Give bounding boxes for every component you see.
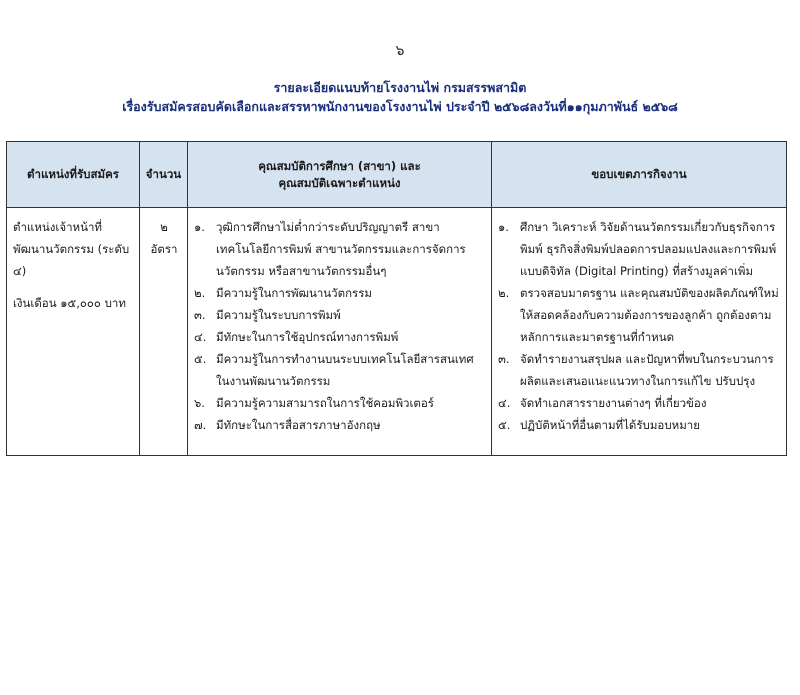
list-item <box>194 304 486 326</box>
count-unit: อัตรา <box>150 242 178 256</box>
list-item <box>194 282 486 304</box>
header-scope: ขอบเขตภารกิจงาน <box>492 142 787 208</box>
count-cell <box>140 208 188 456</box>
subject-label: เรื่อง <box>122 99 147 114</box>
position-cell <box>7 208 140 456</box>
list-item <box>498 348 781 392</box>
header-qualifications-line2: คุณสมบัติเฉพาะตำแหน่ง <box>278 175 401 190</box>
scope-list <box>498 216 781 436</box>
list-item-text: ศึกษา วิเคราะห์ วิจัยด้านนวัตกรรมเกี่ยวกับธุรกิจการพิมพ์ ธุรกิจสิ่งพิมพ์ปลอดการปลอมแปลงและการพิมพ์แบบดิจิทัล (Digital Printing) ที่สร้างมูลค่าเพิ่ม <box>520 220 777 278</box>
document-header <box>0 78 800 116</box>
list-item-text: ปฏิบัติหน้าที่อื่นตามที่ได้รับมอบหมาย <box>520 418 700 432</box>
header-count: จำนวน <box>140 142 188 208</box>
list-item-number: ๑. <box>194 220 205 234</box>
recruitment-table <box>6 141 787 456</box>
date-day: ๑๑ <box>566 99 583 114</box>
table-header-row <box>7 142 787 208</box>
list-item-text: จัดทำรายงานสรุปผล และปัญหาที่พบในกระบวนการผลิตและเสนอแนะแนวทางในการแก้ไข ปรับปรุง <box>520 352 774 388</box>
list-item <box>194 414 486 436</box>
qualifications-cell <box>188 208 492 456</box>
list-item-text: มีทักษะในการสื่อสารภาษาอังกฤษ <box>216 418 381 432</box>
header-qualifications-line1: คุณสมบัติการศึกษา (สาขา) และ <box>258 158 421 173</box>
list-item <box>498 414 781 436</box>
list-item-number: ๖. <box>194 396 205 410</box>
header-qualifications <box>188 142 492 208</box>
list-item-text: วุฒิการศึกษาไม่ต่ำกว่าระดับปริญญาตรี สาขาเทคโนโลยีการพิมพ์ สาขานวัตกรรมและการจัดการนวัตกรรม หรือสาขานวัตกรรมอื่นๆ <box>216 220 466 278</box>
date-label: ลงวันที่ <box>529 99 567 114</box>
list-item <box>194 216 486 282</box>
list-item <box>498 282 781 348</box>
list-item <box>194 348 486 392</box>
list-item <box>194 392 486 414</box>
list-item <box>498 216 781 282</box>
document-subject-line <box>0 97 800 116</box>
subject-text: รับสมัครสอบคัดเลือกและสรรหาพนักงานของโรงงานไพ่ ประจำปี ๒๕๖๘ <box>146 99 530 114</box>
document-title: รายละเอียดแนบท้ายโรงงานไพ่ กรมสรรพสามิต <box>273 80 527 95</box>
list-item-text: ตรวจสอบมาตรฐาน และคุณสมบัติของผลิตภัณฑ์ใหม่ให้สอดคล้องกับความต้องการของลูกค้า ถูกต้องตามหลักการและมาตรฐานที่กำหนด <box>520 286 779 344</box>
list-item <box>194 326 486 348</box>
table-row <box>7 208 787 456</box>
list-item-text: มีความรู้ในการทำงานบนระบบเทคโนโลยีสารสนเทศในงานพัฒนานวัตกรรม <box>216 352 474 388</box>
list-item-number: ๗. <box>194 418 207 432</box>
qualifications-list <box>194 216 486 436</box>
list-item-text: มีทักษะในการใช้อุปกรณ์ทางการพิมพ์ <box>216 330 399 344</box>
list-item-number: ๒. <box>498 286 510 300</box>
list-item-number: ๓. <box>194 308 206 322</box>
list-item-number: ๒. <box>194 286 206 300</box>
header-position: ตำแหน่งที่รับสมัคร <box>7 142 140 208</box>
list-item-text: มีความรู้ในระบบการพิมพ์ <box>216 308 341 322</box>
list-item-number: ๕. <box>498 418 511 432</box>
list-item-number: ๓. <box>498 352 510 366</box>
date-month-year: กุมภาพันธ์ ๒๕๖๘ <box>582 99 678 114</box>
list-item-number: ๑. <box>498 220 509 234</box>
list-item <box>498 392 781 414</box>
list-item-text: มีความรู้ความสามารถในการใช้คอมพิวเตอร์ <box>216 396 434 410</box>
scope-cell <box>492 208 787 456</box>
list-item-text: มีความรู้ในการพัฒนานวัตกรรม <box>216 286 372 300</box>
list-item-number: ๕. <box>194 352 207 366</box>
list-item-number: ๔. <box>194 330 207 344</box>
position-title: ตำแหน่งเจ้าหน้าที่พัฒนานวัตกรรม (ระดับ ๔) <box>13 220 130 278</box>
page-number: ๖ <box>395 43 405 59</box>
position-salary: เงินเดือน ๑๕,๐๐๐ บาท <box>13 296 126 310</box>
list-item-text: จัดทำเอกสารรายงานต่างๆ ที่เกี่ยวข้อง <box>520 396 707 410</box>
count-number: ๒ <box>160 220 168 234</box>
list-item-number: ๔. <box>498 396 511 410</box>
